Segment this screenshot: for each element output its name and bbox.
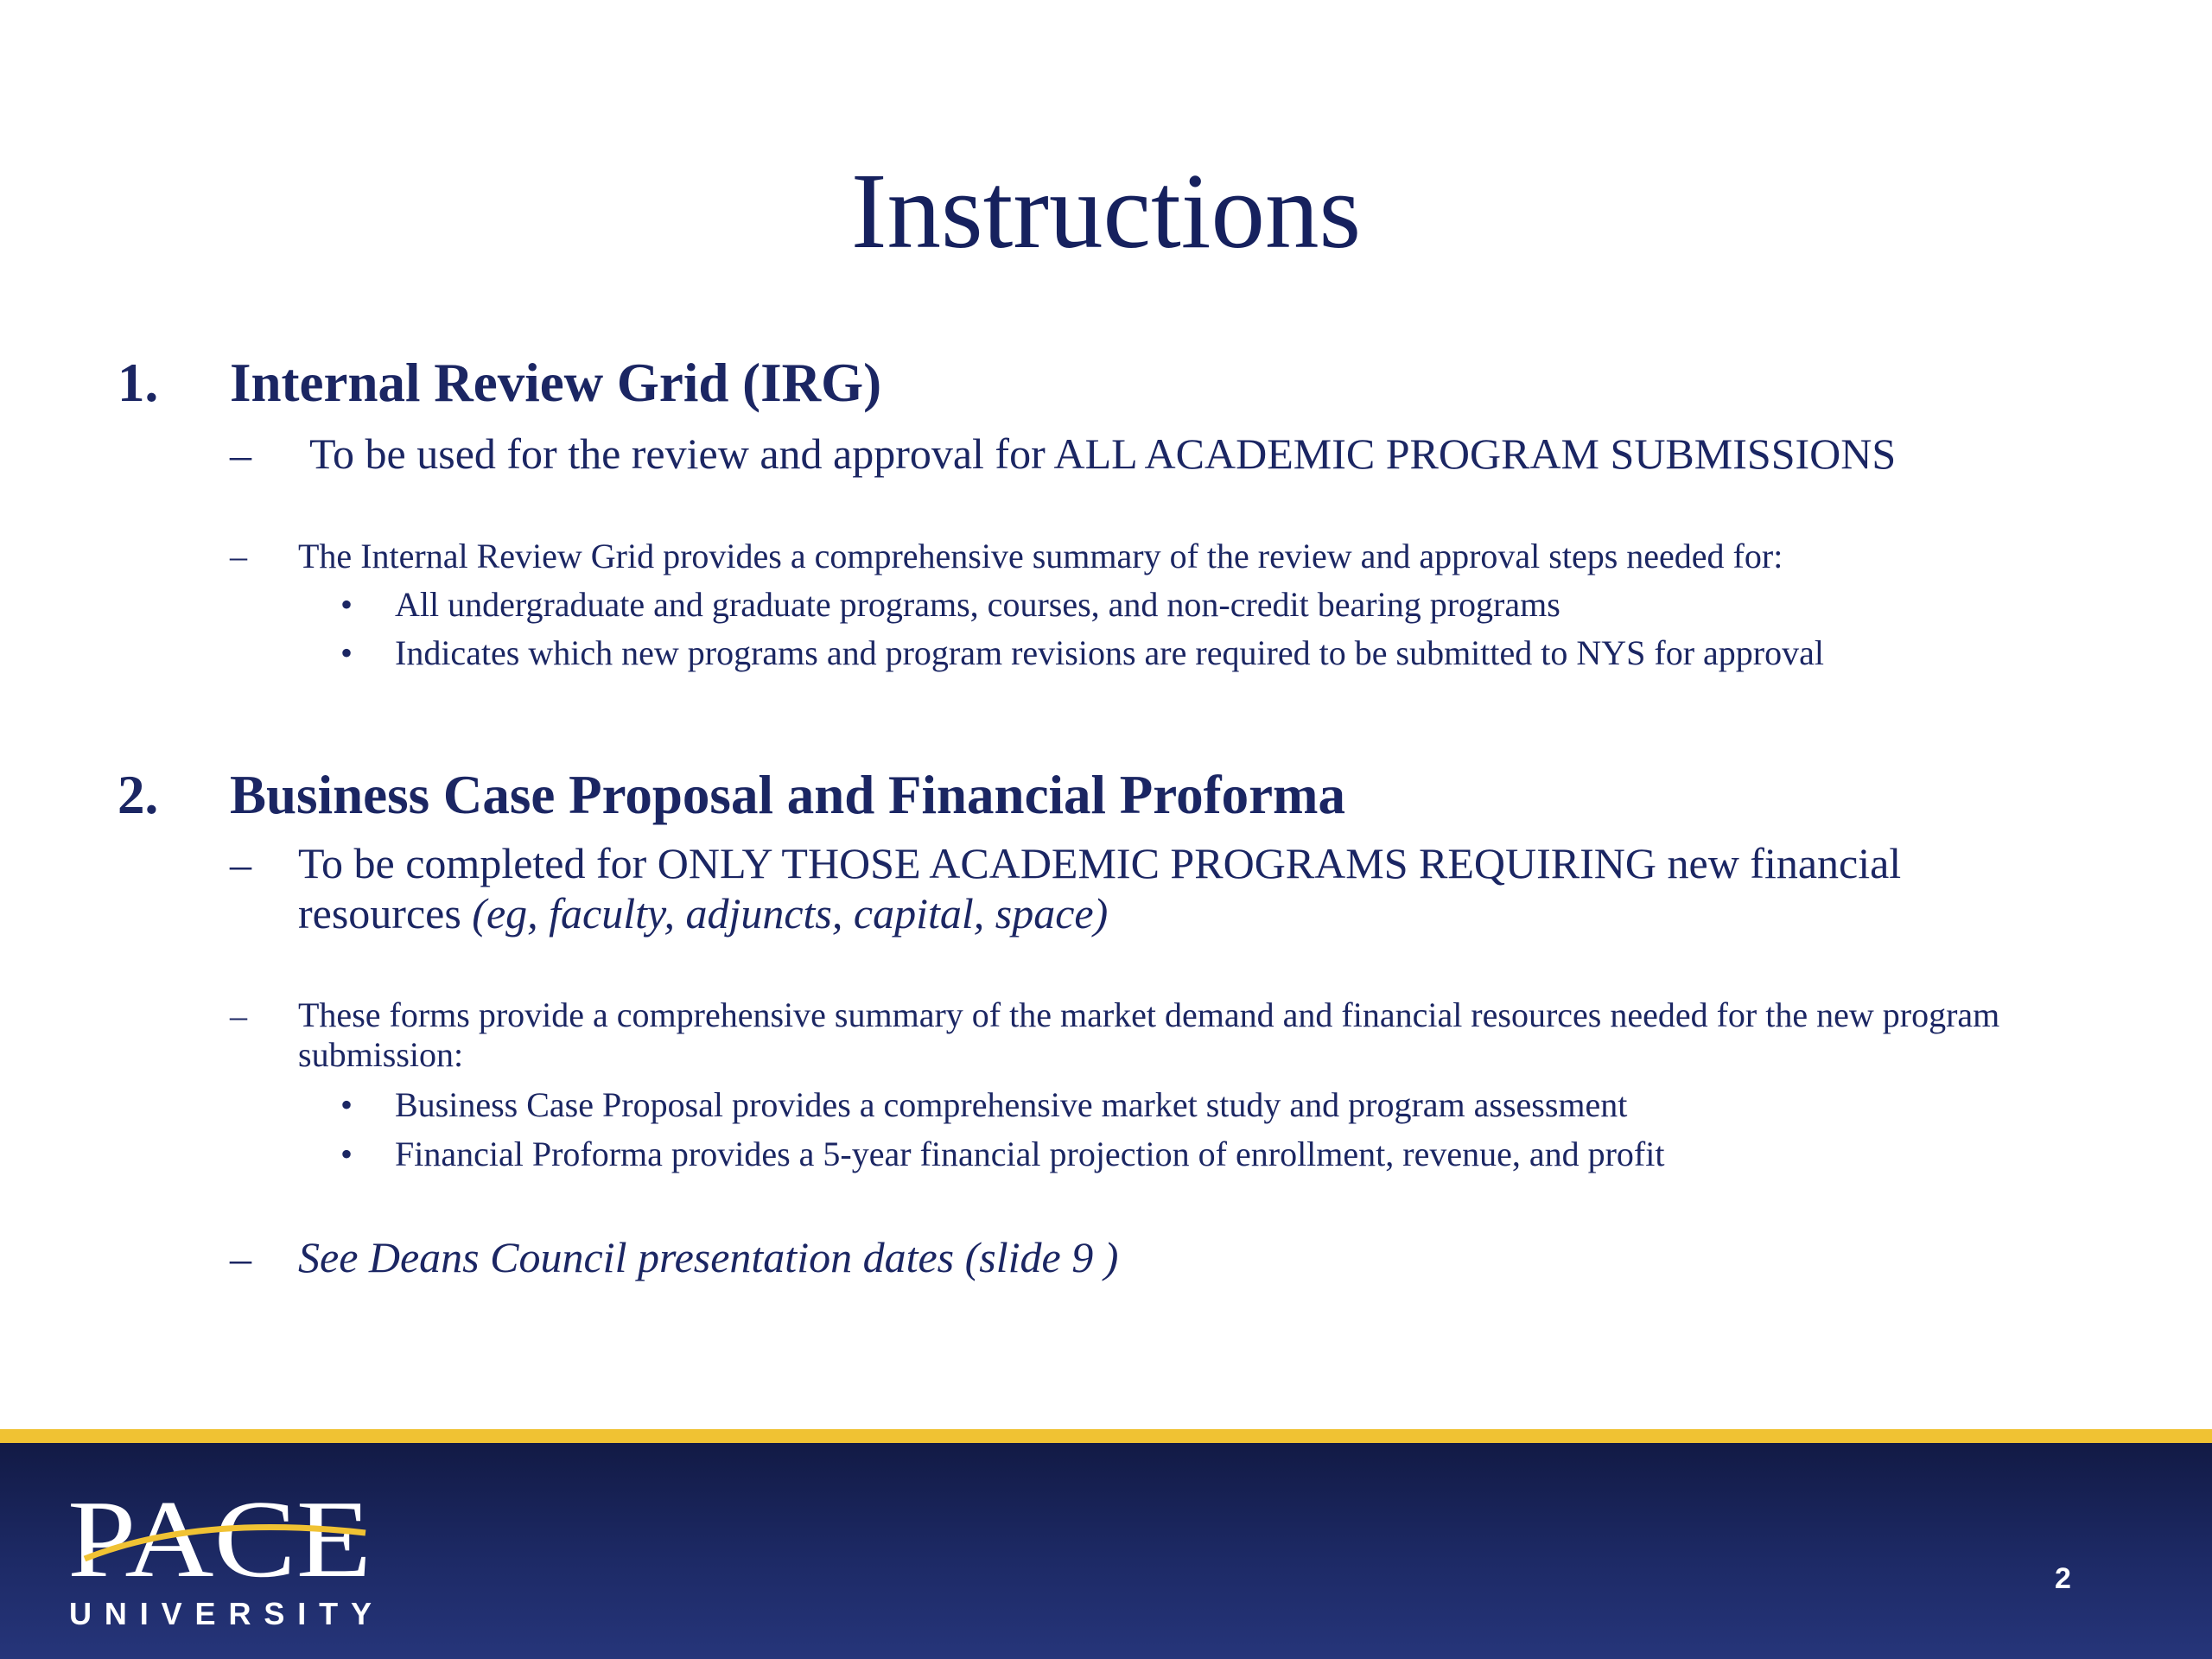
section-2-item-3-dash: – [230, 1234, 251, 1282]
section-2-item-1-line-2 [298, 888, 1108, 938]
bullet-icon: • [340, 1085, 353, 1124]
bullet-icon: • [340, 633, 353, 672]
slide-title: Instructions [850, 152, 1362, 271]
section-2-item-1-examples: (eg, faculty, adjuncts, capital, space) [472, 889, 1109, 938]
bullet-icon: • [340, 585, 353, 624]
section-1-item-1-text: To be used for the review and approval for ALL ACADEMIC PROGRAM SUBMISSIONS [309, 429, 1897, 478]
gold-divider [0, 1429, 2212, 1443]
logo-university-text: UNIVERSITY [69, 1596, 372, 1631]
section-1-bullet-2: Indicates which new programs and program revisions are required to be submitted to NYS for approval [395, 633, 1824, 672]
section-2-number: 2. [118, 765, 159, 825]
section-2-item-3-text: See Deans Council presentation dates (slide 9 ) [298, 1233, 1119, 1281]
section-1-number: 1. [118, 353, 159, 413]
section-2-item-2-dash: – [230, 996, 247, 1035]
pace-university-logo [67, 1479, 378, 1635]
section-1-bullet-1: All undergraduate and graduate programs, courses, and non-credit bearing programs [395, 585, 1560, 624]
section-2-item-1-dash: – [230, 840, 251, 888]
section-2-bullet-2: Financial Proforma provides a 5-year financial projection of enrollment, revenue, and profit [395, 1135, 1665, 1173]
logo-pace-text: PACE [67, 1479, 372, 1600]
section-1-item-2-text: The Internal Review Grid provides a comprehensive summary of the review and approval steps needed for: [298, 537, 1783, 575]
section-2-heading: Business Case Proposal and Financial Proforma [230, 765, 1346, 825]
section-2-item-1-resources: resources [298, 889, 461, 938]
section-1-item-2-dash: – [230, 537, 247, 575]
bullet-icon: • [340, 1135, 353, 1173]
page-number: 2 [2055, 1562, 2071, 1595]
section-1-item-1-dash: – [230, 430, 251, 479]
section-1-heading: Internal Review Grid (IRG) [230, 353, 882, 413]
section-2-item-1-line-1: To be completed for ONLY THOSE ACADEMIC PROGRAMS REQUIRING new financial [298, 839, 1902, 887]
section-2-item-2-text: These forms provide a comprehensive summary of the market demand and financial resources needed for the new program submission: [298, 995, 2000, 1074]
section-2-bullet-1: Business Case Proposal provides a comprehensive market study and program assessment [395, 1085, 1628, 1124]
